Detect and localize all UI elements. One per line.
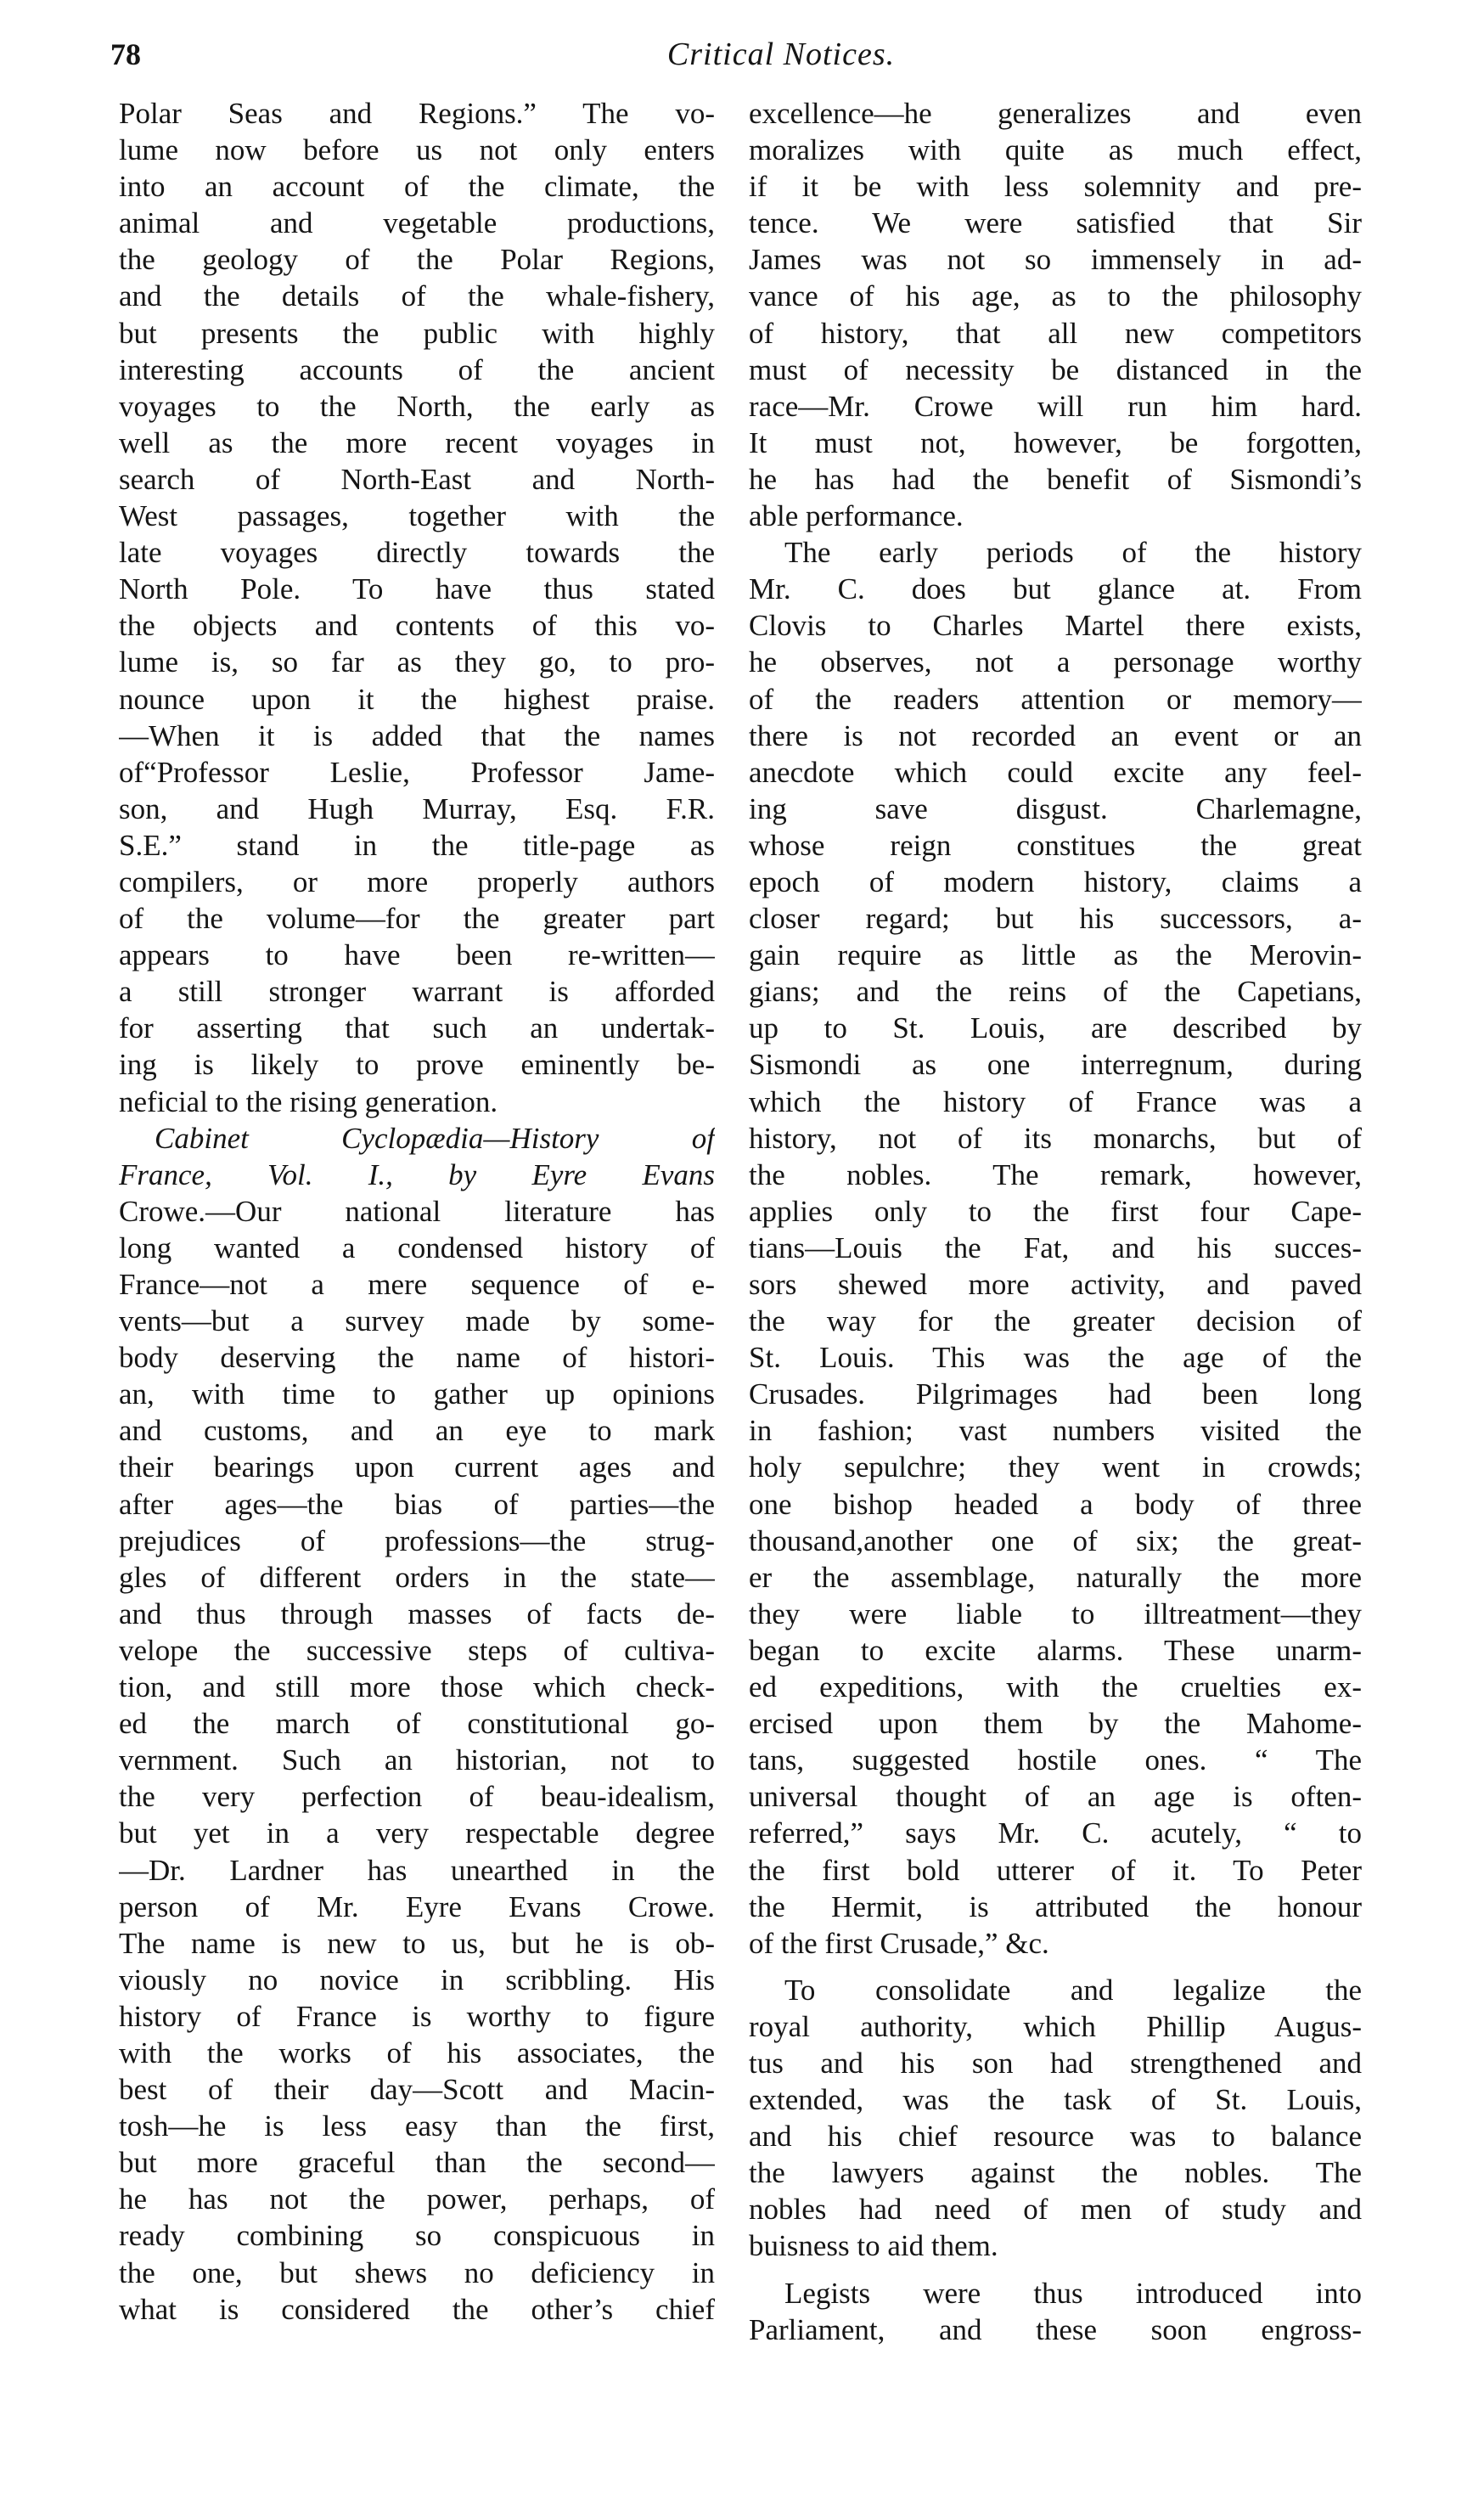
- text-line: the first bold utterer of it. To Peter: [749, 1853, 1362, 1887]
- text-line: Mr. C. does but glance at. From: [749, 572, 1362, 606]
- text-line: late voyages directly towards the: [119, 536, 715, 570]
- text-line: tosh—he is less easy than the first,: [119, 2109, 715, 2143]
- text-line: an, with time to gather up opinions: [119, 1377, 715, 1411]
- text-line: but yet in a very respectable degree: [119, 1816, 715, 1850]
- text-line: the very perfection of beau-idealism,: [119, 1780, 715, 1814]
- text-line: animal and vegetable productions,: [119, 206, 715, 240]
- text-line: of the first Crusade,” &c.: [749, 1926, 1049, 1960]
- text-line: race—Mr. Crowe will run him hard.: [749, 389, 1362, 423]
- text-line: the one, but shews no deficiency in: [119, 2255, 715, 2289]
- text-line: tians—Louis the Fat, and his succes-: [749, 1230, 1362, 1264]
- text-line: of history, that all new competitors: [749, 316, 1362, 350]
- text-line: —When it is added that the names: [119, 718, 715, 752]
- text-line: gles of different orders in the state—: [119, 1560, 715, 1594]
- text-line: viously no novice in scribbling. His: [119, 1962, 715, 1996]
- text-line: —Dr. Lardner has unearthed in the: [119, 1853, 715, 1887]
- text-line: after ages—the bias of parties—the: [119, 1487, 715, 1521]
- text-line: Sismondi as one interregnum, during: [749, 1048, 1362, 1082]
- left-text-column: [119, 95, 715, 2328]
- text-line: closer regard; but his successors, a-: [749, 902, 1362, 936]
- text-line: compilers, or more properly authors: [119, 864, 715, 898]
- text-line: St. Louis. This was the age of the: [749, 1341, 1362, 1375]
- text-line: moralizes with quite as much effect,: [749, 133, 1362, 167]
- text-line: vance of his age, as to the philosophy: [749, 279, 1362, 313]
- paragraph-gap: [749, 1962, 1362, 1972]
- text-line: The name is new to us, but he is ob-: [119, 1926, 715, 1960]
- text-line: he has had the benefit of Sismondi’s: [749, 462, 1362, 496]
- text-line: which the history of France was a: [749, 1084, 1362, 1118]
- text-line: history of France is worthy to figure: [119, 1999, 715, 2033]
- text-line: er the assemblage, naturally the more: [749, 1560, 1362, 1594]
- text-line: tence. We were satisfied that Sir: [749, 206, 1362, 240]
- text-line: he observes, not a personage worthy: [749, 645, 1362, 679]
- text-line: gain require as little as the Merovin-: [749, 938, 1362, 972]
- text-line: gians; and the reins of the Capetians,: [749, 975, 1362, 1009]
- text-line: search of North-East and North-: [119, 462, 715, 496]
- text-line: but more graceful than the second—: [119, 2146, 715, 2180]
- text-line: extended, was the task of St. Louis,: [749, 2083, 1362, 2117]
- text-line: France, Vol. I., by Eyre Evans: [119, 1157, 715, 1191]
- text-line: and thus through masses of facts de-: [119, 1596, 715, 1630]
- text-line: Crusades. Pilgrimages had been long: [749, 1377, 1362, 1411]
- text-line: history, not of its monarchs, but of: [749, 1121, 1362, 1155]
- text-line: France—not a mere sequence of e-: [119, 1268, 715, 1301]
- text-line: interesting accounts of the ancient: [119, 352, 715, 386]
- text-line: but presents the public with highly: [119, 316, 715, 350]
- text-line: It must not, however, be forgotten,: [749, 425, 1362, 459]
- text-line: excellence—he generalizes and even: [749, 97, 1362, 130]
- text-line: the geology of the Polar Regions,: [119, 243, 715, 277]
- text-line: up to St. Louis, are described by: [749, 1011, 1362, 1045]
- text-line: lume now before us not only enters: [119, 133, 715, 167]
- text-line: one bishop headed a body of three: [749, 1487, 1362, 1521]
- text-line: the way for the greater decision of: [749, 1304, 1362, 1338]
- text-line: Clovis to Charles Martel there exists,: [749, 609, 1362, 643]
- text-line: Parliament, and these soon engross-: [749, 2312, 1362, 2346]
- text-line: into an account of the climate, the: [119, 170, 715, 204]
- text-line: anecdote which could excite any feel-: [749, 755, 1362, 789]
- text-line: ready combining so conspicuous in: [119, 2219, 715, 2253]
- text-line: tans, suggested hostile ones. “ The: [749, 1743, 1362, 1777]
- text-line: tion, and still more those which check-: [119, 1670, 715, 1704]
- text-line: Crowe.—Our national literature has: [119, 1194, 715, 1228]
- text-line: and his chief resource was to balance: [749, 2120, 1362, 2154]
- text-line: S.E.” stand in the title-page as: [119, 828, 715, 862]
- text-line: prejudices of professions—the strug-: [119, 1523, 715, 1557]
- page-header: [110, 29, 1367, 80]
- text-line: the objects and contents of this vo-: [119, 609, 715, 643]
- text-line: body deserving the name of histori-: [119, 1341, 715, 1375]
- text-line: and the details of the whale-fishery,: [119, 279, 715, 313]
- text-line: and customs, and an eye to mark: [119, 1414, 715, 1448]
- text-line: with the works of his associates, the: [119, 2036, 715, 2069]
- text-line: of the readers attention or memory—: [749, 682, 1362, 716]
- text-line: whose reign constitues the great: [749, 828, 1362, 862]
- text-line: best of their day—Scott and Macin-: [119, 2073, 715, 2107]
- page-number: 78: [110, 37, 141, 71]
- text-line: ed the march of constitutional go-: [119, 1707, 715, 1741]
- text-line: nobles had need of men of study and: [749, 2193, 1362, 2227]
- text-line: their bearings upon current ages and: [119, 1450, 715, 1484]
- text-line: West passages, together with the: [119, 499, 715, 533]
- text-line: Polar Seas and Regions.” The vo-: [119, 97, 715, 130]
- text-line: the nobles. The remark, however,: [749, 1157, 1362, 1191]
- text-line: there is not recorded an event or an: [749, 718, 1362, 752]
- text-line: they were liable to illtreatment—they: [749, 1596, 1362, 1630]
- text-line: ing is likely to prove eminently be-: [119, 1048, 715, 1082]
- text-line: referred,” says Mr. C. acutely, “ to: [749, 1816, 1362, 1850]
- text-line: vents—but a survey made by some-: [119, 1304, 715, 1338]
- text-line: what is considered the other’s chief: [119, 2292, 715, 2326]
- text-line: ercised upon them by the Mahome-: [749, 1707, 1362, 1741]
- text-line: the lawyers against the nobles. The: [749, 2156, 1362, 2190]
- text-line: appears to have been re-written—: [119, 938, 715, 972]
- text-line: of the volume—for the greater part: [119, 902, 715, 936]
- text-line: universal thought of an age is often-: [749, 1780, 1362, 1814]
- text-line: voyages to the North, the early as: [119, 389, 715, 423]
- text-line: applies only to the first four Cape-: [749, 1194, 1362, 1228]
- text-line: he has not the power, perhaps, of: [119, 2182, 715, 2216]
- text-line: Cabinet Cyclopædia—History of: [155, 1121, 715, 1155]
- text-line: James was not so immensely in ad-: [749, 243, 1362, 277]
- text-line: long wanted a condensed history of: [119, 1230, 715, 1264]
- text-line: velope the successive steps of cultiva-: [119, 1633, 715, 1667]
- text-line: ing save disgust. Charlemagne,: [749, 791, 1362, 825]
- running-head: Critical Notices.: [666, 37, 896, 72]
- text-line: The early periods of the history: [784, 536, 1362, 570]
- text-line: Legists were thus introduced into: [784, 2276, 1362, 2310]
- text-line: must of necessity be distanced in the: [749, 352, 1362, 386]
- paragraph-gap: [749, 2265, 1362, 2275]
- text-line: a still stronger warrant is afforded: [119, 975, 715, 1009]
- text-line: the Hermit, is attributed the honour: [749, 1889, 1362, 1923]
- text-line: tus and his son had strengthened and: [749, 2046, 1362, 2080]
- text-line: nounce upon it the highest praise.: [119, 682, 715, 716]
- text-line: To consolidate and legalize the: [784, 1973, 1362, 2007]
- text-line: person of Mr. Eyre Evans Crowe.: [119, 1889, 715, 1923]
- text-line: epoch of modern history, claims a: [749, 864, 1362, 898]
- text-line: royal authority, which Phillip Augus-: [749, 2009, 1362, 2043]
- text-line: vernment. Such an historian, not to: [119, 1743, 715, 1777]
- text-line: in fashion; vast numbers visited the: [749, 1414, 1362, 1448]
- text-line: ed expeditions, with the cruelties ex-: [749, 1670, 1362, 1704]
- text-line: buisness to aid them.: [749, 2229, 998, 2263]
- text-line: well as the more recent voyages in: [119, 425, 715, 459]
- text-line: able performance.: [749, 499, 964, 533]
- text-line: lume is, so far as they go, to pro-: [119, 645, 715, 679]
- text-line: of“Professor Leslie, Professor Jame-: [119, 755, 715, 789]
- text-line: thousand,another one of six; the great-: [749, 1523, 1362, 1557]
- text-line: son, and Hugh Murray, Esq. F.R.: [119, 791, 715, 825]
- text-line: began to excite alarms. These unarm-: [749, 1633, 1362, 1667]
- text-line: holy sepulchre; they went in crowds;: [749, 1450, 1362, 1484]
- text-line: for asserting that such an undertak-: [119, 1011, 715, 1045]
- text-line: North Pole. To have thus stated: [119, 572, 715, 606]
- text-line: neficial to the rising generation.: [119, 1084, 498, 1118]
- text-line: if it be with less solemnity and pre-: [749, 170, 1362, 204]
- right-text-column: [749, 95, 1362, 2348]
- text-line: sors shewed more activity, and paved: [749, 1268, 1362, 1301]
